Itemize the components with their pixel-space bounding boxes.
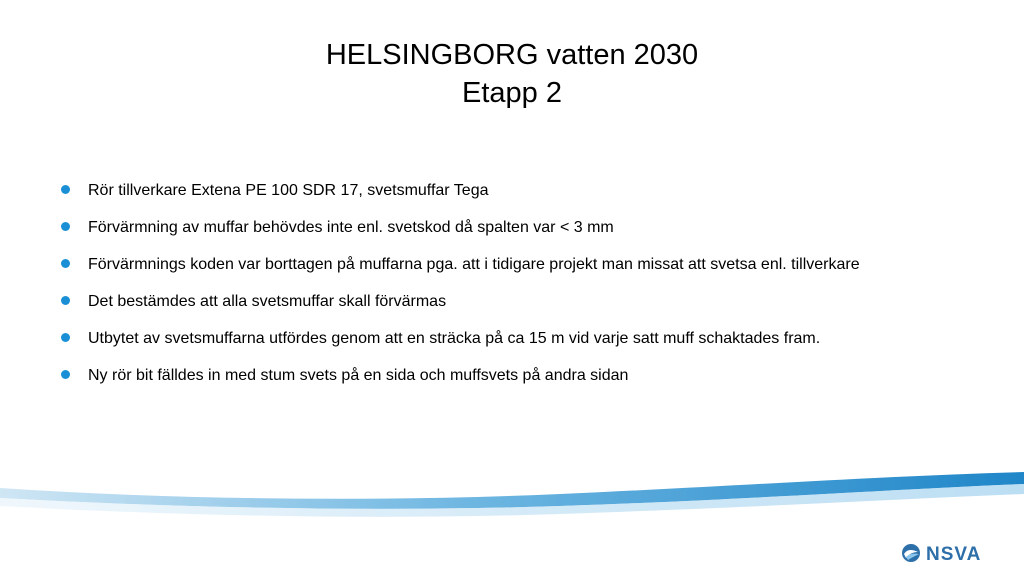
- bullet-item: [60, 217, 940, 238]
- nsva-logo-text: NSVA: [926, 544, 982, 565]
- bullet-text: Det bestämdes att alla svetsmuffar skall förvärmas: [88, 293, 447, 310]
- bullet-text: Utbytet av svetsmuffarna utfördes genom att en sträcka på ca 15 m vid varje satt muff schaktades fram.: [88, 330, 821, 347]
- bullet-dot-icon: [61, 333, 70, 342]
- bullet-dot-icon: [61, 259, 70, 268]
- bullet-text: Rör tillverkare Extena PE 100 SDR 17, svetsmuffar Tega: [88, 182, 489, 199]
- slide-title: [0, 36, 1024, 112]
- title-line-2: Etapp 2: [462, 77, 562, 109]
- nsva-logo-mark: [900, 540, 1010, 566]
- bullet-item: [60, 365, 940, 386]
- bullet-list: [60, 180, 940, 402]
- bullet-dot-icon: [61, 185, 70, 194]
- bullet-dot-icon: [61, 370, 70, 379]
- bullet-dot-icon: [61, 296, 70, 305]
- bullet-item: [60, 291, 940, 312]
- bullet-item: [60, 180, 940, 201]
- decorative-wave: [0, 462, 1024, 522]
- bullet-dot-icon: [61, 222, 70, 231]
- nsva-logo: [900, 540, 1010, 566]
- title-line-1: HELSINGBORG vatten 2030: [325, 39, 699, 71]
- bullet-item: [60, 328, 940, 349]
- bullet-text: Förvärmning av muffar behövdes inte enl. svetskod då spalten var < 3 mm: [88, 219, 614, 236]
- bullet-text: Förvärmnings koden var borttagen på muffarna pga. att i tidigare projekt man missat att svetsa enl. tillverkare: [88, 256, 860, 273]
- bullet-item: [60, 254, 940, 275]
- bullet-text: Ny rör bit fälldes in med stum svets på en sida och muffsvets på andra sidan: [88, 367, 629, 384]
